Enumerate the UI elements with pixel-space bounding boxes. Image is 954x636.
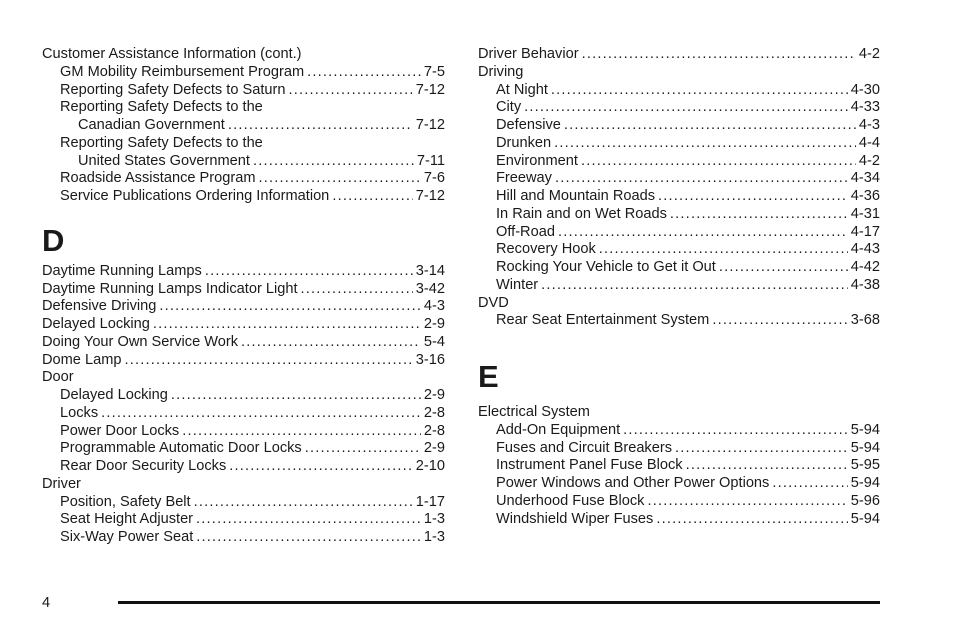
dot-leader [599,241,848,259]
index-page-ref: 4-43 [850,241,880,258]
index-entry [42,476,445,494]
index-term: Defensive [496,117,561,133]
index-term: Driving [478,63,524,80]
index-term: Seat Height Adjuster [60,511,194,528]
index-page-ref: 5-94 [850,475,880,491]
index-entry [42,263,445,281]
index-entry [478,170,880,188]
dot-leader [228,117,413,135]
index-page-ref: 4-2 [858,152,880,169]
index-entry [42,153,445,171]
dot-leader [196,511,421,529]
index-term: Reporting Safety Defects to the [60,134,263,151]
index-page-ref: 5-4 [423,333,445,350]
index-entry [42,494,445,512]
dot-leader [686,457,848,475]
dot-leader [229,458,413,476]
index-term: DVD [478,294,509,311]
dot-leader [301,281,413,299]
index-entry [42,440,445,458]
index-term: United States Government [78,152,250,169]
index-page-ref: 4-2 [858,46,880,62]
dot-leader [670,206,848,224]
index-term: City [496,99,522,116]
index-entry [42,423,445,441]
index-entry [478,295,880,313]
dot-leader [712,312,847,330]
index-page-ref: 4-4 [858,134,880,151]
index-entry [478,312,880,330]
index-entry [42,298,445,316]
index-entry [42,405,445,423]
index-term: Customer Assistance Information (cont.) [42,46,302,62]
index-page-ref: 7-12 [415,117,445,133]
section-letter-d: D [42,222,65,258]
index-page-ref: 5-94 [850,421,880,438]
index-term: Power Windows and Other Power Options [496,475,770,491]
index-term: Fuses and Circuit Breakers [496,439,673,456]
index-term: Hill and Mountain Roads [496,188,655,204]
index-page-ref: 2-9 [423,316,445,332]
index-page-ref: 4-38 [850,276,880,293]
index-entry [478,188,880,206]
dot-leader [582,46,856,64]
dot-leader [558,224,848,242]
section-e-list [478,404,880,528]
index-term: Environment [496,152,578,169]
left-column [42,46,445,547]
dot-leader [332,188,412,206]
index-entry [42,170,445,188]
dot-leader [305,440,421,458]
index-term: Off-Road [496,223,555,240]
index-page-ref: 4-30 [850,81,880,98]
dot-leader [772,475,847,493]
index-entry [478,457,880,475]
dot-leader [171,387,421,405]
dot-leader [194,494,413,512]
index-entry-header [42,46,445,64]
index-page-ref: 2-9 [423,387,445,403]
index-entry [42,369,445,387]
dot-leader [125,352,413,370]
dot-leader [564,117,856,135]
index-term: Drunken [496,134,552,151]
dot-leader [675,440,848,458]
index-term: Reporting Safety Defects to the [60,99,263,116]
right-column [478,46,880,528]
index-page-ref: 3-68 [850,312,880,329]
dot-leader [623,422,848,440]
index-term: Defensive Driving [42,298,157,315]
index-entry [478,117,880,135]
index-term: Instrument Panel Fuse Block [496,457,683,474]
index-term: Rear Door Security Locks [60,458,227,474]
index-page-ref: 2-8 [423,422,445,439]
index-term: Locks [60,404,99,421]
index-term: Windshield Wiper Fuses [496,510,654,527]
dot-leader [259,170,421,188]
index-term: In Rain and on Wet Roads [496,205,667,222]
index-term: Add-On Equipment [496,421,621,438]
index-entry [42,352,445,370]
index-page-ref: 4-36 [850,188,880,204]
index-page-ref: 7-5 [423,63,445,80]
index-term: Driver [42,475,81,492]
index-page-ref: 4-33 [850,99,880,116]
index-entry [478,422,880,440]
index-page-ref: 4-17 [850,223,880,240]
dot-leader [647,493,847,511]
index-entry [42,82,445,100]
index-term: Rocking Your Vehicle to Get it Out [496,259,716,275]
index-entry [478,404,880,422]
index-entry [42,188,445,206]
index-term: Daytime Running Lamps Indicator Light [42,280,298,297]
dot-leader [555,170,848,188]
index-entry [42,334,445,352]
index-page-ref: 5-94 [850,510,880,527]
dot-leader [307,64,421,82]
index-page-ref: 2-8 [423,404,445,421]
index-term: Canadian Government [78,117,225,133]
index-page-ref: 4-34 [850,170,880,187]
index-entry [42,281,445,299]
index-entry [478,135,880,153]
section-d-continued-list [478,46,880,330]
index-page-ref: 1-17 [415,493,445,510]
index-page-ref: 7-11 [416,152,445,169]
index-term: At Night [496,81,548,98]
index-term: Daytime Running Lamps [42,262,202,279]
index-page-ref: 1-3 [423,529,445,545]
dot-leader [205,263,413,281]
index-entry [478,82,880,100]
dot-leader [241,334,421,352]
index-page-ref: 5-95 [850,457,880,474]
index-entry [478,511,880,529]
index-entry [42,135,445,153]
index-term: Doing Your Own Service Work [42,333,239,350]
index-term: GM Mobility Reimbursement Program [60,63,305,80]
index-entry [42,458,445,476]
dot-leader [541,277,848,295]
index-term: Winter [496,276,539,293]
dot-leader [551,82,848,100]
index-term: Delayed Locking [60,387,168,403]
dot-leader [524,99,848,117]
dot-leader [554,135,856,153]
index-entry [478,259,880,277]
footer-rule [118,601,880,604]
index-entry [478,440,880,458]
index-entry [42,511,445,529]
index-page-ref: 3-42 [415,280,445,297]
index-term: Six-Way Power Seat [60,529,194,545]
index-term: Underhood Fuse Block [496,492,645,509]
section-d-list [42,263,445,547]
index-page-ref: 4-31 [850,205,880,222]
dot-leader [289,82,413,100]
dot-leader [182,423,421,441]
dot-leader [196,529,421,547]
dot-leader [101,405,421,423]
index-entry [42,316,445,334]
index-term: Power Door Locks [60,422,180,439]
index-term: Reporting Safety Defects to Saturn [60,81,286,98]
index-entry [42,117,445,135]
index-entry [478,99,880,117]
index-term: Electrical System [478,404,590,420]
index-entry [42,387,445,405]
index-term: Programmable Automatic Door Locks [60,440,302,457]
dot-leader [159,298,421,316]
section-c-continued-list [42,64,445,206]
index-page-ref: 7-6 [423,170,445,187]
index-page-ref: 3-16 [415,351,445,368]
index-term: Delayed Locking [42,316,150,332]
section-letter-e: E [478,359,499,394]
dot-leader [656,511,847,529]
index-entry [478,64,880,82]
index-page-ref: 2-10 [415,458,445,474]
index-page-ref: 4-3 [423,298,445,315]
index-term: Door [42,369,74,386]
dot-leader [253,153,414,171]
index-page-ref: 4-42 [850,259,880,275]
dot-leader [581,153,856,171]
dot-leader [658,188,848,206]
index-entry [478,493,880,511]
index-term: Rear Seat Entertainment System [496,312,710,329]
index-entry [42,529,445,547]
index-entry [478,46,880,64]
index-entry [42,64,445,82]
index-page-ref: 4-3 [858,117,880,133]
index-entry [478,224,880,242]
index-page-ref: 7-12 [415,188,445,204]
index-entry [478,277,880,295]
index-entry [478,241,880,259]
index-page-ref: 5-96 [850,492,880,509]
dot-leader [153,316,421,334]
index-entry [42,99,445,117]
index-term: Position, Safety Belt [60,493,191,510]
index-term: Service Publications Ordering Information [60,188,330,204]
index-term: Roadside Assistance Program [60,170,256,187]
index-term: Driver Behavior [478,46,579,62]
index-entry [478,475,880,493]
index-page-ref: 7-12 [415,81,445,98]
index-term: Dome Lamp [42,351,122,368]
index-term: Freeway [496,170,552,187]
dot-leader [719,259,848,277]
index-entry [478,206,880,224]
index-page-ref: 3-14 [415,262,445,279]
index-term: Recovery Hook [496,241,596,258]
index-page-ref: 2-9 [423,440,445,457]
page-number: 4 [42,595,51,611]
index-page-ref: 5-94 [850,439,880,456]
index-entry [478,153,880,171]
index-page-ref: 1-3 [423,511,445,528]
